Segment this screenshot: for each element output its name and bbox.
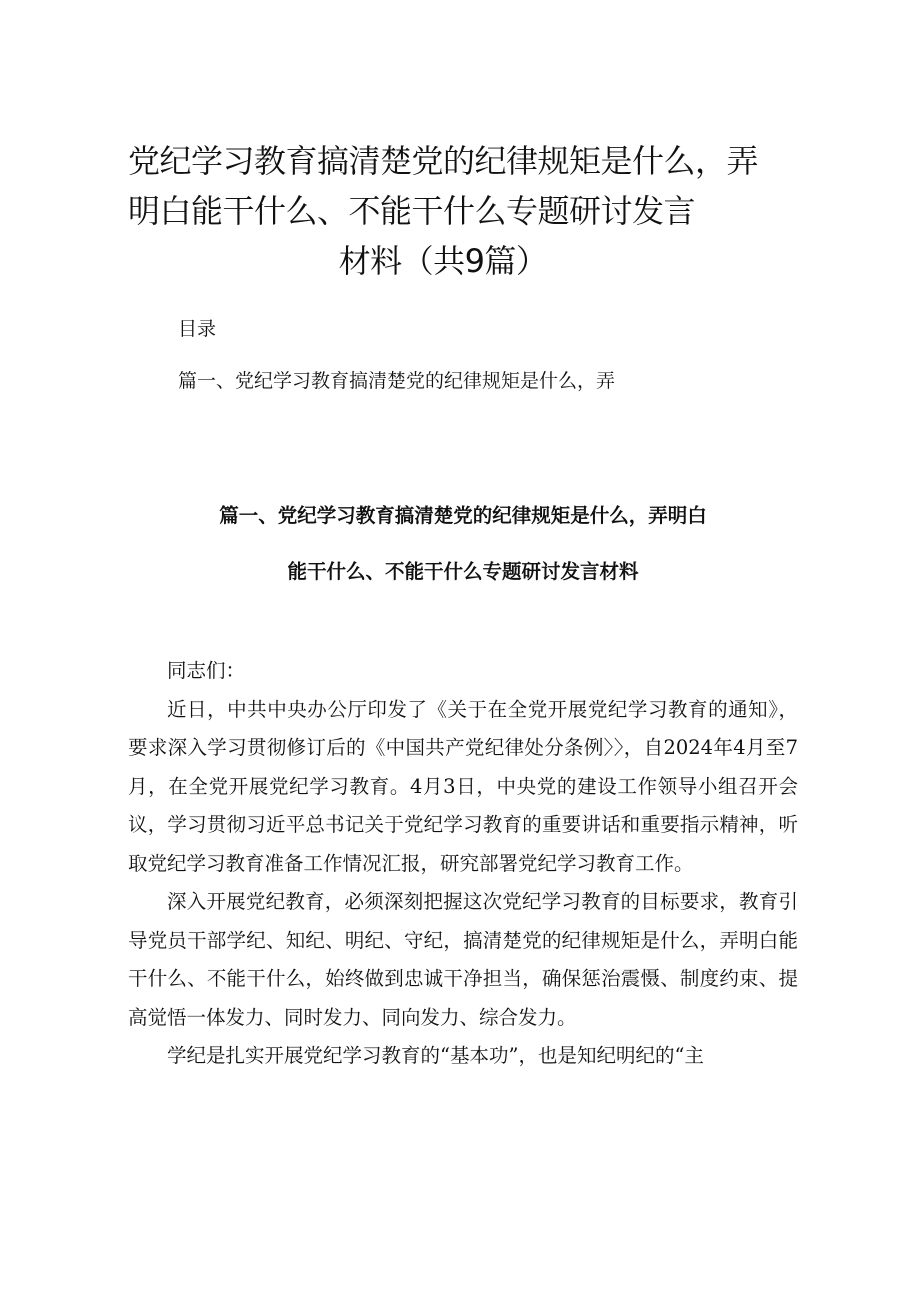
body-paragraph-2: 深入开展党纪教育，必须深刻把握这次党纪学习教育的目标要求，教育引导党员干部学纪、知纪、明纪、守纪，搞清楚党的纪律规矩是什么，弄明白能干什么、不能干什么，始终做到忠诚干净担当，确保惩治震慑、制度约束、提高觉悟一体发力、同时发力、同向发力、综合发力。 (128, 890, 798, 1029)
title-line-2: 明白能干什么、不能干什么专题研讨发言 (128, 192, 696, 230)
body-text (128, 652, 798, 1076)
title-line-3: 材料（共9篇） (338, 242, 548, 280)
body-paragraph-1: 近日，中共中央办公厅印发了《关于在全党开展党纪学习教育的通知》，要求深入学习贯彻修订后的《中国共产党纪律处分条例〉〉，自2024年4月至7月，在全党开展党纪学习教育。4月3日，中央党的建设工作领导小组召开会议，学习贯彻习近平总书记关于党纪学习教育的重要讲话和重要指示精神，听取党纪学习教育准备工作情况汇报，研究部署党纪学习教育工作。 (128, 697, 798, 875)
section-heading-line-1: 篇一、党纪学习教育搞清楚党的纪律规矩是什么，弄明白 (219, 504, 707, 527)
body-paragraph-3: 学纪是扎实开展党纪学习教育的“基本功”，也是知纪明纪的“主 (167, 1044, 704, 1067)
toc-label: 目录 (178, 318, 217, 340)
document-title (128, 136, 798, 286)
section-heading-line-2: 能干什么、不能干什么专题研讨发言材料 (287, 560, 639, 583)
toc-item[interactable]: 篇一、党纪学习教育搞清楚党的纪律规矩是什么，弄 (178, 370, 616, 392)
section-heading (128, 488, 798, 600)
greeting: 同志们： (167, 659, 246, 682)
title-line-1: 党纪学习教育搞清楚党的纪律规矩是什么，弄 (128, 142, 759, 180)
